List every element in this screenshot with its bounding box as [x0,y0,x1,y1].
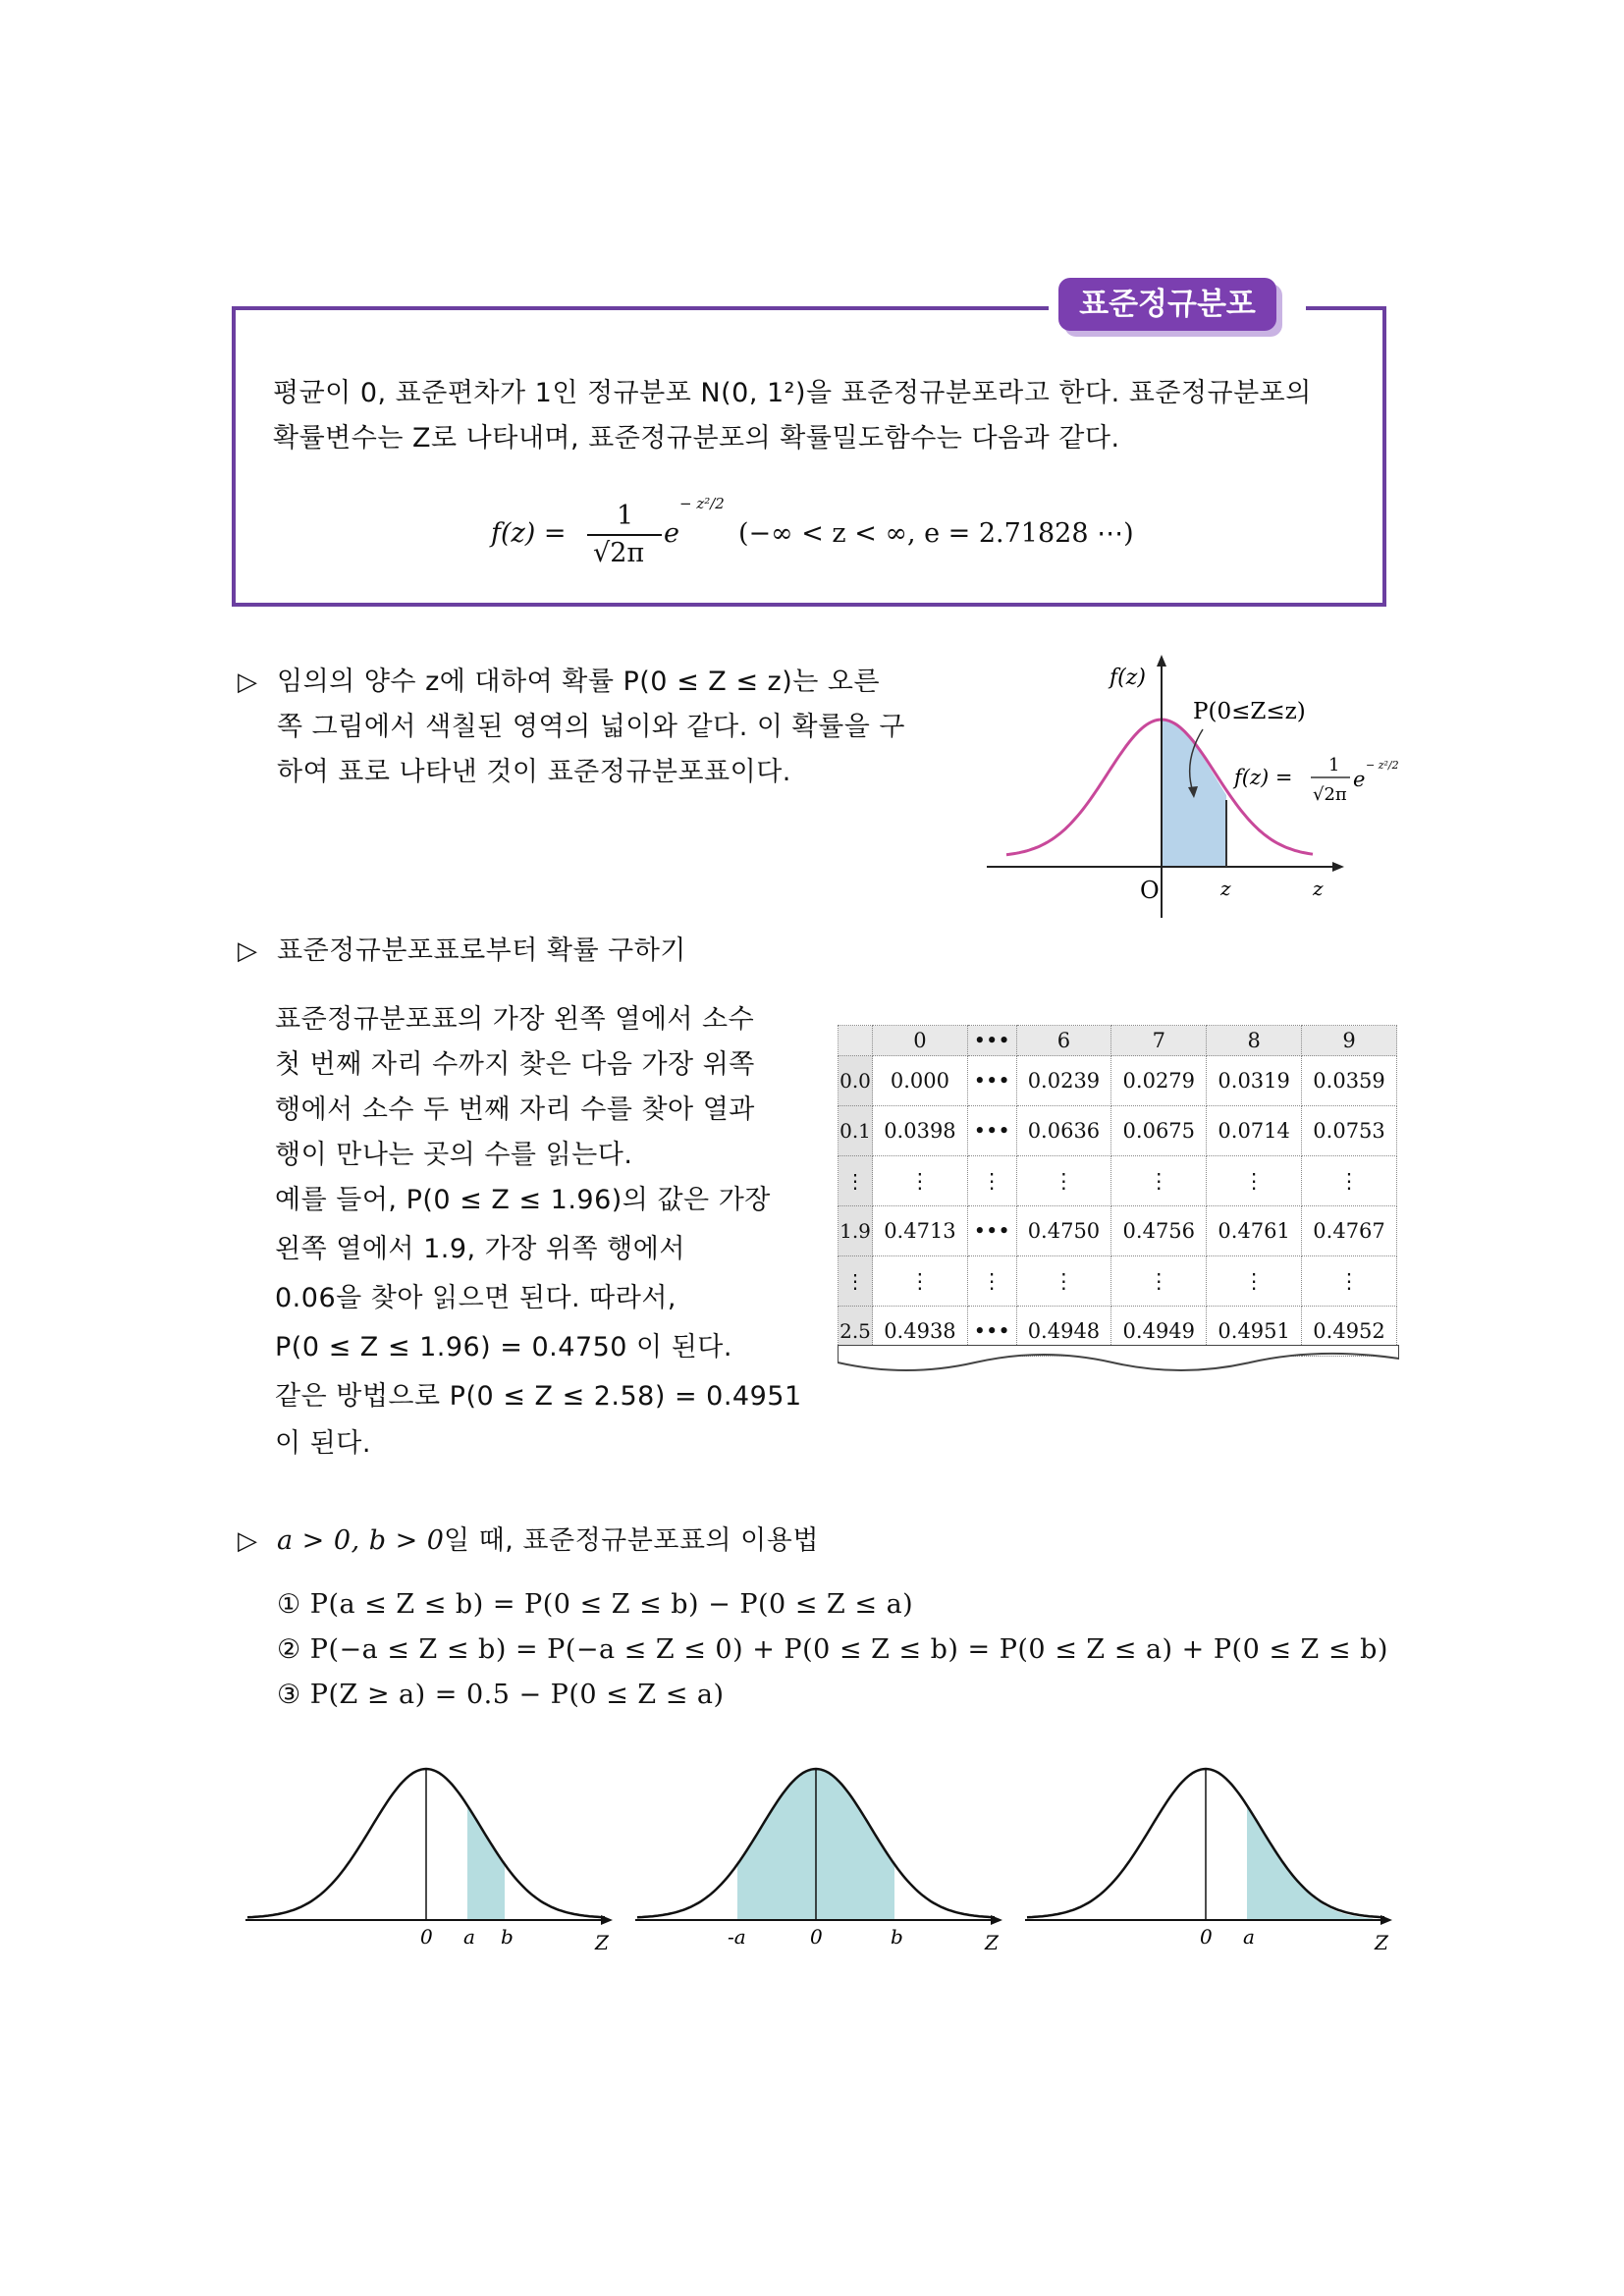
table-cell: ⋮ [873,1256,968,1307]
formula-condition: (−∞ < z < ∞, e = 2.71828 ⋯) [738,518,1134,549]
section2-line-7: 0.06을 찾아 읽으면 된다. 따라서, [275,1283,677,1313]
table-cell: 0.0398 [873,1106,968,1156]
definition-line-2: 확률변수는 Z로 나타내며, 표준정규분포의 확률밀도함수는 다음과 같다. [273,423,1120,454]
table-cell: 0.4750 [1016,1206,1111,1256]
formula-exponent: − z²/2 [679,495,725,512]
tick-label: a [1243,1925,1255,1949]
pdf-label-num: 1 [1328,755,1340,775]
table-cell: 0.0279 [1111,1056,1207,1106]
section3-heading-math: a > 0, b > 0 [277,1525,445,1556]
table-cell: 0.000 [873,1056,968,1106]
table-cell: ⋮ [1302,1156,1397,1206]
table-cell: ⋮ [1016,1256,1111,1307]
table-cell: ⋮ [1207,1156,1302,1206]
table-cell: 0.4951 [1207,1307,1302,1357]
table-cell: 0.4713 [873,1206,968,1256]
z-axis-label: z [1313,877,1324,900]
definition-title: 표준정규분포 [1058,278,1276,331]
shaded-area [1247,1806,1373,1920]
prob-label: P(0≤Z≤z) [1193,699,1306,724]
section2-line-9: 같은 방법으로 P(0 ≤ Z ≤ 2.58) = 0.4951 [275,1381,802,1412]
rule-2: ② P(−a ≤ Z ≤ b) = P(−a ≤ Z ≤ 0) + P(0 ≤ Z ≤ b) = P(0 ≤ Z ≤ a) + P(0 ≤ Z ≤ b) [277,1634,1388,1665]
table-cell: 0.4938 [873,1307,968,1357]
section2-line-10: 이 된다. [275,1428,371,1459]
table-cell: 0.0714 [1207,1106,1302,1156]
formula-lhs: f(z) = [491,518,567,549]
header-cell [839,1026,873,1056]
header-cell: 9 [1302,1026,1397,1056]
table-cell: ⋮ [1111,1256,1207,1307]
section1-line-1: 임의의 양수 z에 대하여 확률 P(0 ≤ Z ≤ z)는 오른 [277,667,881,697]
y-axis-arrow [1157,655,1166,667]
table-cell: ⋮ [967,1256,1016,1307]
table-cell: 0.4948 [1016,1307,1111,1357]
pdf-label-e: e [1353,768,1366,791]
table-row [839,1056,1397,1106]
y-label: f(z) [1110,666,1146,690]
table-cell: 0.0636 [1016,1106,1111,1156]
section1-line-2: 쪽 그림에서 색칠된 영역의 넓이와 같다. 이 확률을 구 [277,712,905,742]
table-cell: ••• [967,1106,1016,1156]
formula-denominator: √2π [593,538,645,568]
section1-marker: ▷ [238,667,257,697]
tick-label: b [501,1925,514,1949]
pdf-label-lhs: f(z) = [1234,766,1293,789]
section2-line-3: 행에서 소수 두 번째 자리 수를 찾아 열과 [275,1095,755,1125]
header-cell: 8 [1207,1026,1302,1056]
x-axis-arrow [1380,1915,1392,1925]
table-cell: 0.0239 [1016,1056,1111,1106]
row-header: ⋮ [839,1256,873,1307]
x-axis-arrow [601,1915,613,1925]
table-torn-edge [838,1345,1399,1378]
table-cell: 0.0319 [1207,1056,1302,1106]
table-cell: ⋮ [1111,1156,1207,1206]
tick-label: -a [728,1925,746,1949]
fraction-bar [587,534,662,536]
pdf-label-exp: − z²/2 [1366,759,1399,772]
tick-label: b [891,1925,903,1949]
z-table [838,1025,1397,1357]
section2-marker: ▷ [238,936,257,966]
row-header: 1.9 [839,1206,873,1256]
graph-a-to-b [245,1747,619,1958]
table-cell: ⋮ [873,1156,968,1206]
row-header: ⋮ [839,1156,873,1206]
table-cell: ⋮ [1302,1256,1397,1307]
header-cell: 7 [1111,1026,1207,1056]
header-cell: 0 [873,1026,968,1056]
section3-marker: ▷ [238,1526,257,1556]
header-cell: 6 [1016,1026,1111,1056]
origin-label: O [1140,877,1160,904]
table-cell: ••• [967,1206,1016,1256]
section3-heading-text: 일 때, 표준정규분포표의 이용법 [444,1525,819,1556]
section2-line-5: 예를 들어, P(0 ≤ Z ≤ 1.96)의 값은 가장 [275,1185,771,1215]
section2-heading: 표준정규분포표로부터 확률 구하기 [277,935,686,966]
section1-line-3: 하여 표로 나타낸 것이 표준정규분포표이다. [277,757,791,787]
section2-line-6: 왼쪽 열에서 1.9, 가장 위쪽 행에서 [275,1234,685,1264]
tick-label: 0 [810,1925,823,1949]
table-row [839,1156,1397,1206]
axis-label: Z [1375,1931,1388,1954]
table-cell: 0.4949 [1111,1307,1207,1357]
table-row [839,1106,1397,1156]
table-row [839,1256,1397,1307]
section2-line-8: P(0 ≤ Z ≤ 1.96) = 0.4750 이 된다. [275,1332,732,1362]
table-cell: 0.4761 [1207,1206,1302,1256]
formula-e: e [664,518,679,549]
row-header: 0.0 [839,1056,873,1106]
table-cell: ⋮ [1016,1156,1111,1206]
rule-3: ③ P(Z ≥ a) = 0.5 − P(0 ≤ Z ≤ a) [277,1680,725,1710]
table-cell: ⋮ [967,1156,1016,1206]
row-header: 2.5 [839,1307,873,1357]
formula-numerator: 1 [617,501,634,531]
definition-line-1: 평균이 0, 표준편차가 1인 정규분포 N(0, 1²)을 표준정규분포라고 한다. 표준정규분포의 [273,378,1312,408]
table-row [839,1206,1397,1256]
rule-1: ① P(a ≤ Z ≤ b) = P(0 ≤ Z ≤ b) − P(0 ≤ Z ≤ a) [277,1589,914,1620]
shaded-area [467,1806,505,1920]
row-header: 0.1 [839,1106,873,1156]
pdf-label-den: √2π [1313,784,1347,805]
section2-line-1: 표준정규분포표의 가장 왼쪽 열에서 소수 [275,1004,755,1035]
x-axis-arrow [1332,862,1344,872]
axis-label: Z [985,1931,999,1954]
table-cell: 0.4756 [1111,1206,1207,1256]
header-cell: ••• [967,1026,1016,1056]
section2-line-2: 첫 번째 자리 수까지 찾은 다음 가장 위쪽 [275,1049,755,1080]
table-cell: 0.0753 [1302,1106,1397,1156]
normal-density-figure [987,653,1419,923]
tick-label: a [463,1925,475,1949]
section2-line-4: 행이 만나는 곳의 수를 읽는다. [275,1140,633,1170]
x-axis-arrow [991,1915,1002,1925]
graph-neg-a-to-b [635,1747,1008,1958]
table-cell: ⋮ [1207,1256,1302,1307]
tick-label: 0 [1200,1925,1213,1949]
table-cell: 0.4767 [1302,1206,1397,1256]
table-cell: 0.4952 [1302,1307,1397,1357]
table-cell: 0.0675 [1111,1106,1207,1156]
table-cell: ••• [967,1307,1016,1357]
table-cell: ••• [967,1056,1016,1106]
graph-z-ge-a [1025,1747,1398,1958]
tick-label: 0 [420,1925,433,1949]
z-tick-label: z [1220,877,1231,900]
z-table-header [839,1026,1397,1056]
table-cell: 0.0359 [1302,1056,1397,1106]
axis-label: Z [595,1931,609,1954]
